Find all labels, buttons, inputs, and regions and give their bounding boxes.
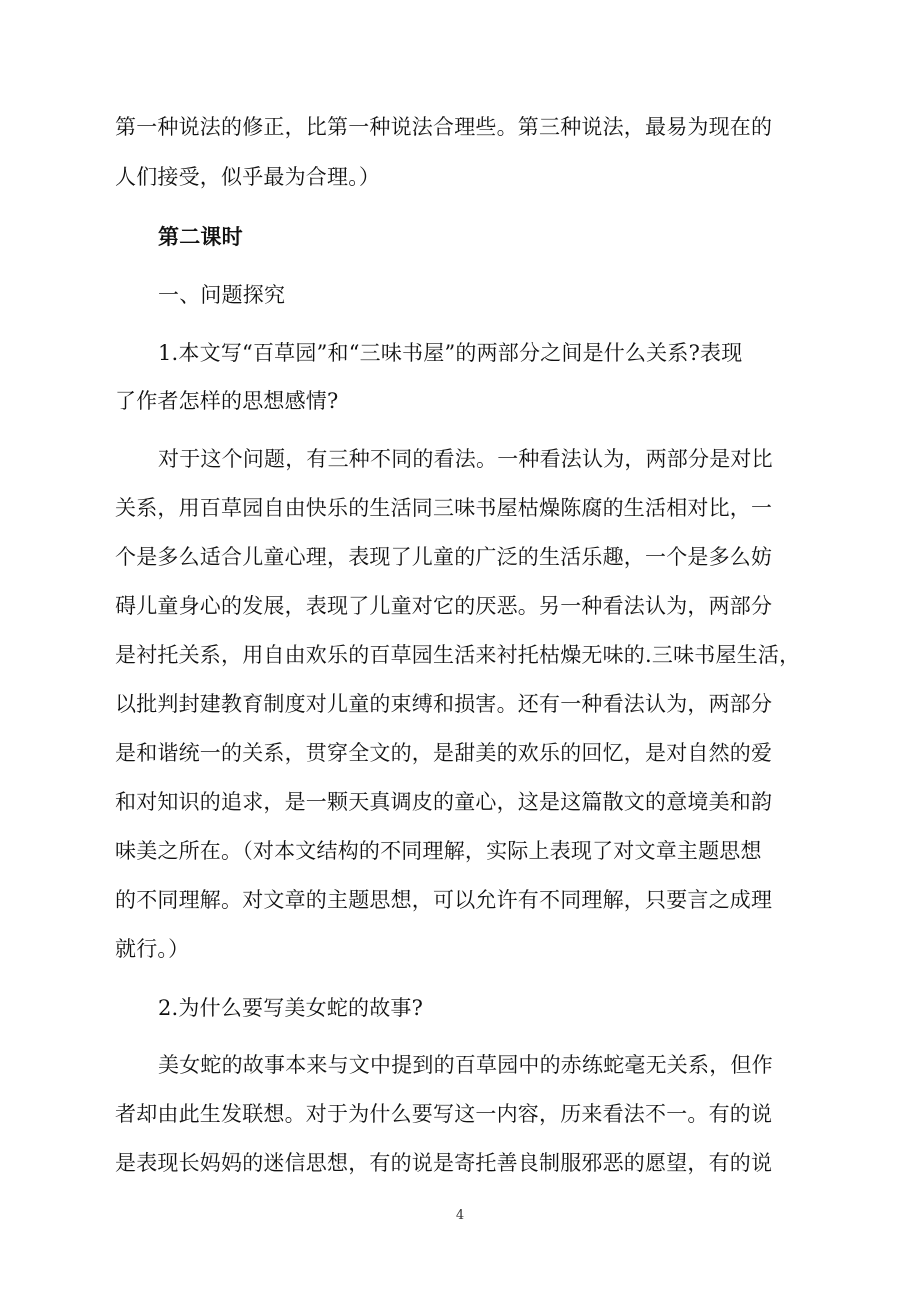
question-line: 了作者怎样的思想感情?: [115, 389, 339, 413]
paragraph-line: 人们接受，似乎最为合理。）: [115, 165, 381, 189]
paragraph-line: 第一种说法的修正，比第一种说法合理些。第三种说法，最易为现在的: [115, 115, 773, 139]
question-line: 1.本文写“百草园”和“三味书屋”的两部分之间是什么关系?表现: [158, 341, 743, 365]
question-line: 2.为什么要写美女蛇的故事?: [158, 996, 424, 1020]
lesson-heading: 第二课时: [158, 224, 243, 249]
answer-line: 和对知识的追求，是一颗天真调皮的童心，这是这篇散文的意境美和韵: [115, 790, 773, 814]
answer-line: 对于这个问题，有三种不同的看法。一种看法认为，两部分是对比: [158, 447, 773, 471]
answer-line: 的不同理解。对文章的主题思想，可以允许有不同理解，只要言之成理: [115, 888, 773, 912]
answer-line: 是表现长妈妈的迷信思想，有的说是寄托善良制服邪恶的愿望，有的说: [115, 1151, 773, 1175]
answer-line: 关系，用百草园自由快乐的生活同三味书屋枯燥陈腐的生活相对比，一: [115, 496, 773, 520]
page-number: 4: [455, 1208, 465, 1223]
answer-line: 就行。）: [115, 937, 190, 961]
answer-line: 美女蛇的故事本来与文中提到的百草园中的赤练蛇毫无关系，但作: [158, 1053, 773, 1077]
answer-line: 是衬托关系，用自由欢乐的百草园生活来衬托枯燥无味的.三味书屋生活，: [115, 643, 801, 667]
answer-line: 以批判封建教育制度对儿童的束缚和损害。还有一种看法认为，两部分: [115, 692, 773, 716]
answer-line: 味美之所在。（对本文结构的不同理解，实际上表现了对文章主题思想: [115, 839, 762, 863]
section-title: 一、问题探究: [158, 283, 286, 307]
answer-line: 者却由此生发联想。对于为什么要写这一内容，历来看法不一。有的说: [115, 1102, 773, 1126]
answer-line: 是和谐统一的关系，贯穿全文的，是甜美的欢乐的回忆，是对自然的爱: [115, 741, 773, 765]
answer-line: 碍儿童身心的发展，表现了儿童对它的厌恶。另一种看法认为，两部分: [115, 594, 773, 618]
answer-line: 个是多么适合儿童心理，表现了儿童的广泛的生活乐趣，一个是多么妨: [115, 545, 773, 569]
